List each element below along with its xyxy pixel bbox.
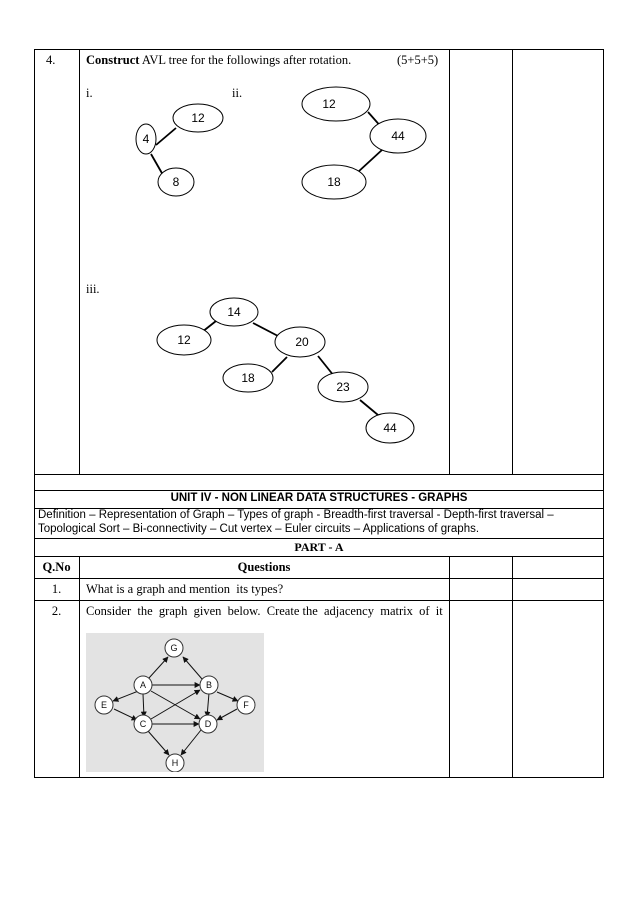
part-heading: PART - A [294, 540, 344, 554]
graph-label-d: D [204, 719, 212, 729]
tree-i-label-8: 8 [172, 175, 180, 189]
q4-rest: AVL tree for the followings after rotation. [141, 53, 352, 67]
tree-iii-label-12: 12 [177, 333, 191, 347]
tree-i-label-12: 12 [191, 111, 205, 125]
q4-verb: Construct [86, 53, 140, 67]
syllabus-border [34, 538, 604, 539]
column-header-questions: Questions [237, 560, 291, 574]
header-row-border [34, 578, 604, 579]
graph-label-e: E [100, 700, 108, 710]
part-border [34, 556, 604, 557]
q4-number: 4. [46, 53, 56, 67]
tree-iii-label-23: 23 [336, 380, 350, 394]
tree-i-label-4: 4 [142, 132, 150, 146]
q4-label-ii: ii. [232, 86, 243, 100]
tree-iii-label-44: 44 [383, 421, 397, 435]
tree-iii-label-20: 20 [295, 335, 309, 349]
col-a-divider-lower [449, 556, 450, 778]
row-1-question: What is a graph and mention its types? [86, 582, 284, 596]
column-header-qno: Q.No [42, 560, 71, 574]
tree-ii-label-18: 18 [327, 175, 341, 189]
q4-marks: (5+5+5) [397, 53, 439, 67]
tree-ii-node-12 [302, 87, 370, 121]
graph-label-c: C [139, 719, 147, 729]
tree-iii-label-14: 14 [227, 305, 241, 319]
col-qno-divider-lower [79, 556, 80, 778]
unit-title: UNIT IV - NON LINEAR DATA STRUCTURES - GRAPHS [170, 492, 468, 504]
row1-border [34, 600, 604, 601]
tree-iii-label-18: 18 [241, 371, 255, 385]
tree-ii-label-12: 12 [322, 97, 336, 111]
col-b-divider-lower [512, 556, 513, 778]
graph-label-b: B [205, 680, 213, 690]
row-2-question: Consider the graph given below. Create the adjacency matrix of it [86, 604, 443, 618]
q4-label-iii: iii. [86, 282, 100, 296]
graph-label-g: G [170, 643, 178, 653]
tree-ii-label-44: 44 [391, 129, 405, 143]
spacer-row-border [34, 490, 604, 491]
row-2-number: 2. [51, 604, 62, 618]
syllabus-line-2: Topological Sort – Bi-connectivity – Cut vertex – Euler circuits – Applications of graphs. [38, 523, 480, 535]
graph-figure [86, 633, 264, 772]
graph-label-f: F [243, 700, 249, 710]
row-1-number: 1. [51, 582, 62, 596]
syllabus-line-1: Definition – Representation of Graph – Types of graph - Breadth-first traversal - Depth-first traversal – [38, 509, 554, 521]
table-bottom-border [34, 777, 604, 778]
graph-label-a: A [139, 680, 147, 690]
q4-label-i: i. [86, 86, 93, 100]
graph-label-h: H [171, 758, 179, 768]
